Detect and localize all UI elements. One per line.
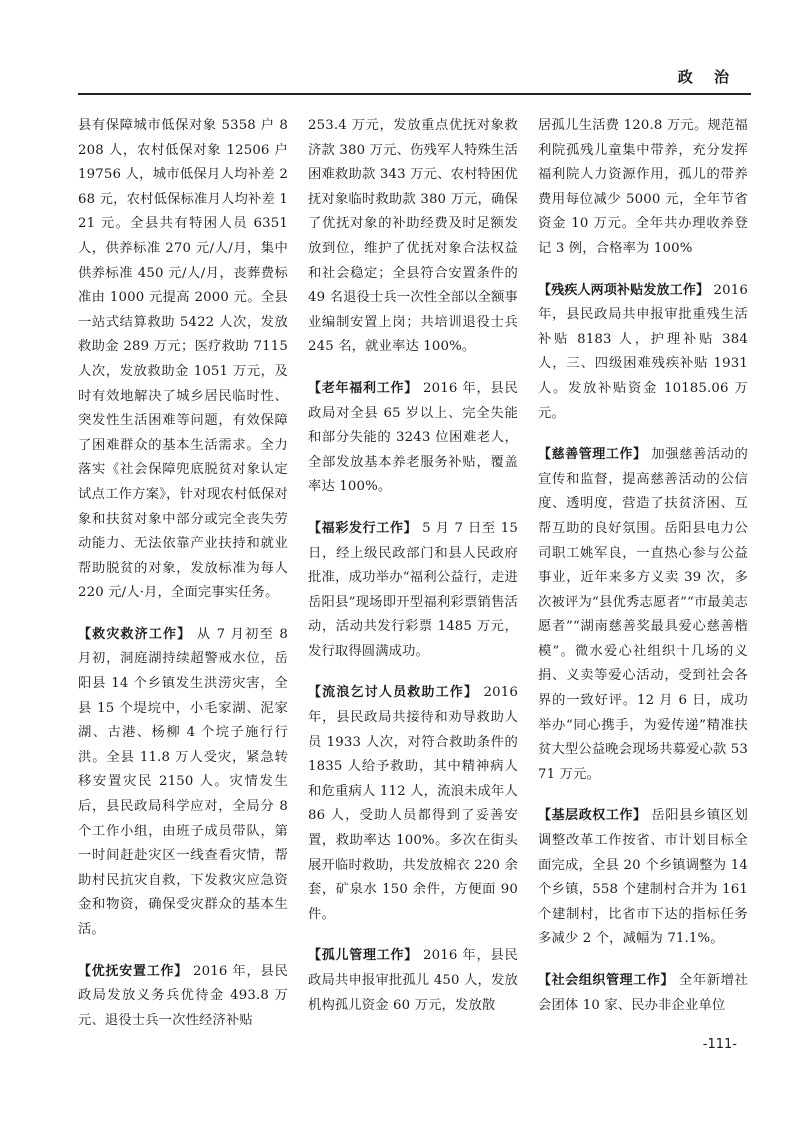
section-heading: 【福彩发行工作】 bbox=[308, 520, 418, 536]
paragraph-grassroots-governance: 【基层政权工作】 岳阳县乡镇区划调整改革工作按省、市计划目标全面完成，全县 20 个乡镇调整为 14 个乡镇，558 个建制村合并为 161 个建制村，比省市下达的指标任务多减少 2 个，减幅为 71.1%。 bbox=[538, 808, 748, 947]
section-heading: 【优抚安置工作】 bbox=[78, 963, 189, 979]
section-heading: 【孤儿管理工作】 bbox=[308, 948, 419, 964]
paragraph-lottery: 【福彩发行工作】 5 月 7 日至 15 日，经上级民政部门和县人民政府批准，成功举办“福利公益行，走进岳阳县”现场即开型福利彩票销售活动，活动共发行彩票 1485 万元，发行取得圆满成功。 bbox=[308, 520, 518, 659]
header-rule bbox=[78, 93, 751, 95]
section-heading: 【老年福利工作】 bbox=[308, 380, 419, 396]
paragraph-elderly-welfare: 【老年福利工作】 2016 年，县民政局对全县 65 岁以上、完全失能和部分失能的 3243 位困难老人，全部发放基本养老服务补贴，覆盖率达 100%。 bbox=[308, 380, 519, 495]
section-heading: 【救灾救济工作】 bbox=[78, 626, 192, 642]
text-column-2 bbox=[308, 114, 518, 1034]
paragraph-social-organizations: 【社会组织管理工作】 全年新增社会团体 10 家、民办非企业单位 bbox=[538, 973, 748, 1013]
section-heading: 【流浪乞讨人员救助工作】 bbox=[308, 685, 479, 701]
paragraph-disability-subsidy: 【残疾人两项补贴发放工作】 2016 年，县民政局共申报审批重残生活补贴 8183 人，护理补贴 384 人，三、四级困难残疾补贴 1931 人。发放补贴资金 10185.06 万元。 bbox=[538, 282, 748, 421]
text-column-1 bbox=[78, 114, 288, 1034]
article-columns bbox=[78, 114, 748, 1034]
paragraph-charity: 【慈善管理工作】 加强慈善活动的宣传和监督，提高慈善活动的公信度、透明度，营造了扶贫济困、互帮互助的良好氛围。岳阳县电力公司职工姚军良，一直热心参与公益事业，近年来多方义卖 39 次，多次被评为“县优秀志愿者”“市最美志愿者”“湖南慈善奖最具爱心慈善楷模”。微水爱心社组织十几场的义捐、义卖等爱心活动，受到社会各界的一致好评。12 月 6 日，成功举办“同心携手，为爱传递”精准扶贫大型公益晚会现场共募爱心款 5371 万元。 bbox=[538, 447, 748, 782]
text-column-3 bbox=[538, 114, 748, 1034]
section-heading: 【慈善管理工作】 bbox=[538, 447, 647, 463]
section-heading: 【社会组织管理工作】 bbox=[538, 973, 675, 988]
paragraph-orphan-management: 【孤儿管理工作】 2016 年，县民政局共申报审批孤儿 450 人，发放机构孤儿资金 60 万元，发放散 bbox=[308, 948, 519, 1013]
paragraph-vagrant-relief: 【流浪乞讨人员救助工作】 2016 年，县民政局共接待和劝导救助人员 1933 人次，对符合救助条件的 1835 人给予救助，其中精神病人和危重病人 112 人，流浪未成年人 86 人，受助人员都得到了妥善安置，救助率达 100%。多次在街头展开临时救助，共发放棉衣 220 余套，矿泉水 150 余件，方便面 90 件。 bbox=[308, 685, 518, 922]
page-header-title: 政 治 bbox=[677, 68, 737, 86]
section-heading: 【残疾人两项补贴发放工作】 bbox=[538, 282, 710, 298]
paragraph: 253.4 万元，发放重点优抚对象救济款 380 万元、伤残军人特殊生活困难救助款 343 万元、农村特困优抚对象临时救助款 380 万元，确保了优抚对象的补助经费及时足额发放到位，维护了优抚对象合法权益和社会稳定；全县符合安置条件的 49 名退役士兵一次性全部以全额事业编制安置上岗；共培训退役士兵 245 名，就业率达 100%。 bbox=[308, 118, 518, 355]
paragraph-veteran-placement: 【优抚安置工作】 2016 年，县民政局发放义务兵优待金 493.8 万元、退役士兵一次性经济补贴 bbox=[78, 963, 289, 1028]
paragraph: 居孤儿生活费 120.8 万元。规范福利院孤残儿童集中带养，充分发挥福利院人力资源作用，孤儿的带养费用每位减少 5000 元，全年节省资金 10 万元。全年共办理收养登记 3 例，合格率为 100% bbox=[538, 118, 748, 256]
paragraph-disaster-relief: 【救灾救济工作】 从 7 月初至 8 月初，洞庭湖持续超警戒水位，岳阳县 14 个乡镇发生洪涝灾害，全县 15 个堤垸中，小毛家湖、泥家湖、古港、杨柳 4 个垸子施行行洪。全县 11.8 万人受灾，紧急转移安置灾民 2150 人。灾情发生后，县民政局科学应对，全局分 8 个工作小组，由班子成员带队，第一时间赶赴灾区一线查看灾情，帮助村民抗灾自救，下发救灾应急资金和物资，确保受灾群众的基本生活。 bbox=[78, 626, 288, 937]
paragraph: 县有保障城市低保对象 5358 户 8208 人，农村低保对象 12506 户 19756 人，城市低保月人均补差 268 元，农村低保标准月人均补差 121 元。全县共有特困人员 6351 人，供养标准 270 元/人/月，集中供养标准 450 元/人/月，丧葬费标准由 1000 元提高 2000 元。全县一站式结算救助 5422 人次，发放救助金 289 万元；医疗救助 7115 人次，发放救助金 1051 万元，及时有效地解决了城乡居民临时性、突发性生活困难等问题，有效保障了困难群众的基本生活需求。全力落实《社会保障兜底脱贫对象认定试点工作方案》，针对现农村低保对象和扶贫对象中部分或完全丧失劳动能力、无法依靠产业扶持和就业帮助脱贫的对象，发放标准为每人 220 元/人·月，全面完事实任务。 bbox=[78, 118, 288, 601]
page-number: -111- bbox=[702, 1037, 737, 1052]
section-heading: 【基层政权工作】 bbox=[538, 808, 647, 824]
